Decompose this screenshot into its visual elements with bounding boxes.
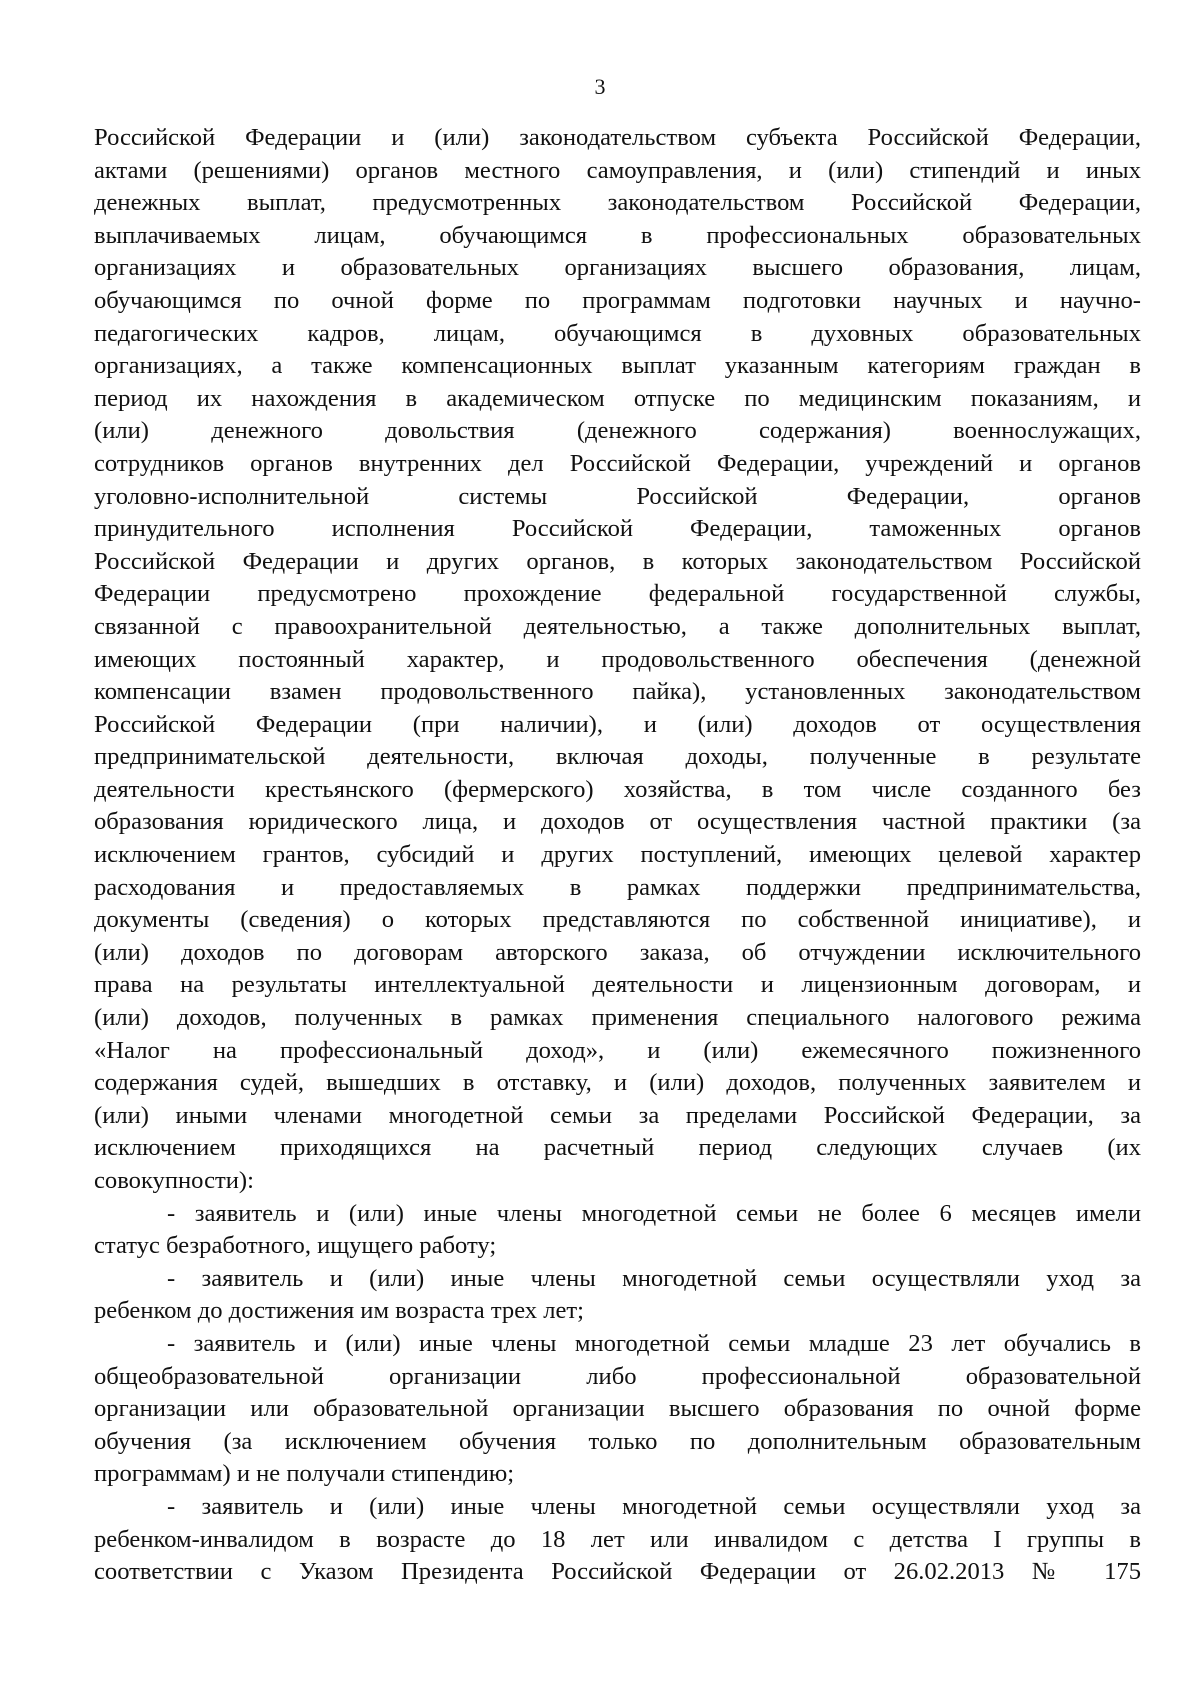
paragraph-line: образования юридического лица, и доходов от осуществления частной практики (за: [94, 808, 1141, 836]
paragraph-line: расходования и предоставляемых в рамках поддержки предпринимательства,: [94, 873, 1141, 901]
list-item-line: ребенком до достижения им возраста трех лет;: [94, 1297, 585, 1325]
paragraph-line: исключением грантов, субсидий и других поступлений, имеющих целевой характер: [94, 841, 1141, 869]
paragraph-line: сотрудников органов внутренних дел Российской Федерации, учреждений и органов: [94, 449, 1141, 477]
list-item-first-line: - заявитель и (или) иные члены многодетной семьи осуществляли уход за: [167, 1492, 1141, 1520]
paragraph-line: предпринимательской деятельности, включая доходы, полученные в результате: [94, 743, 1141, 771]
document-body: [94, 122, 1141, 1589]
paragraph-line: уголовно-исполнительной системы Российской Федерации, органов: [94, 482, 1141, 510]
list-item-first-line: - заявитель и (или) иные члены многодетной семьи не более 6 месяцев имели: [167, 1199, 1141, 1227]
paragraph-line: Российской Федерации и других органов, в которых законодательством Российской: [94, 547, 1141, 575]
paragraph-line: принудительного исполнения Российской Федерации, таможенных органов: [94, 515, 1141, 543]
list-item-first-line: - заявитель и (или) иные члены многодетной семьи осуществляли уход за: [167, 1264, 1141, 1292]
paragraph-line: выплачиваемых лицам, обучающимся в профессиональных образовательных: [94, 221, 1141, 249]
paragraph-line: организациях и образовательных организациях высшего образования, лицам,: [94, 254, 1141, 282]
paragraph-line: права на результаты интеллектуальной деятельности и лицензионным договорам, и: [94, 971, 1141, 999]
page-number: 3: [594, 74, 606, 99]
paragraph-line: связанной с правоохранительной деятельностью, а также дополнительных выплат,: [94, 612, 1141, 640]
list-item-line: организации или образовательной организации высшего образования по очной форме: [94, 1395, 1141, 1423]
paragraph-line: период их нахождения в академическом отпуске по медицинским показаниям, и: [94, 384, 1141, 412]
list-item-line: ребенком-инвалидом в возрасте до 18 лет или инвалидом с детства I группы в: [94, 1525, 1141, 1553]
list-item-line: общеобразовательной организации либо профессиональной образовательной: [94, 1362, 1141, 1390]
paragraph-line: (или) доходов по договорам авторского заказа, об отчуждении исключительного: [94, 938, 1141, 966]
paragraph-line: содержания судей, вышедших в отставку, и (или) доходов, полученных заявителем и: [94, 1069, 1141, 1097]
paragraph-line: деятельности крестьянского (фермерского) хозяйства, в том числе созданного без: [94, 775, 1141, 803]
paragraph-line: Федерации предусмотрено прохождение федеральной государственной службы,: [94, 580, 1141, 608]
paragraph-line: обучающимся по очной форме по программам подготовки научных и научно-: [94, 286, 1141, 314]
paragraph-line: (или) денежного довольствия (денежного содержания) военнослужащих,: [94, 417, 1141, 445]
paragraph-line: имеющих постоянный характер, и продовольственного обеспечения (денежной: [94, 645, 1141, 673]
paragraph-line: совокупности):: [94, 1167, 254, 1194]
paragraph-line: (или) доходов, полученных в рамках применения специального налогового режима: [94, 1004, 1141, 1032]
paragraph-line: «Налог на профессиональный доход», и (или) ежемесячного пожизненного: [94, 1036, 1141, 1064]
list-item-first-line: - заявитель и (или) иные члены многодетной семьи младше 23 лет обучались в: [167, 1329, 1141, 1357]
paragraph-line: педагогических кадров, лицам, обучающимся в духовных образовательных: [94, 319, 1141, 347]
paragraph-line: исключением приходящихся на расчетный период следующих случаев (их: [94, 1134, 1141, 1162]
paragraph-line: Российской Федерации и (или) законодательством субъекта Российской Федерации,: [94, 124, 1141, 151]
paragraph-line: компенсации взамен продовольственного пайка), установленных законодательством: [94, 678, 1141, 706]
paragraph-line: организациях, а также компенсационных выплат указанным категориям граждан в: [94, 352, 1141, 380]
list-item-line: статус безработного, ищущего работу;: [94, 1232, 497, 1260]
paragraph-line: Российской Федерации (при наличии), и (или) доходов от осуществления: [94, 710, 1141, 738]
paragraph-line: (или) иными членами многодетной семьи за пределами Российской Федерации, за: [94, 1101, 1141, 1129]
paragraph-line: актами (решениями) органов местного самоуправления, и (или) стипендий и иных: [94, 156, 1141, 184]
paragraph-line: документы (сведения) о которых представляются по собственной инициативе), и: [94, 906, 1141, 934]
list-item-line: соответствии с Указом Президента Российской Федерации от 26.02.2013 № 175: [94, 1558, 1141, 1586]
list-item-line: программам) и не получали стипендию;: [94, 1460, 515, 1488]
list-item-line: обучения (за исключением обучения только по дополнительным образовательным: [94, 1427, 1141, 1455]
paragraph-line: денежных выплат, предусмотренных законодательством Российской Федерации,: [94, 189, 1141, 217]
